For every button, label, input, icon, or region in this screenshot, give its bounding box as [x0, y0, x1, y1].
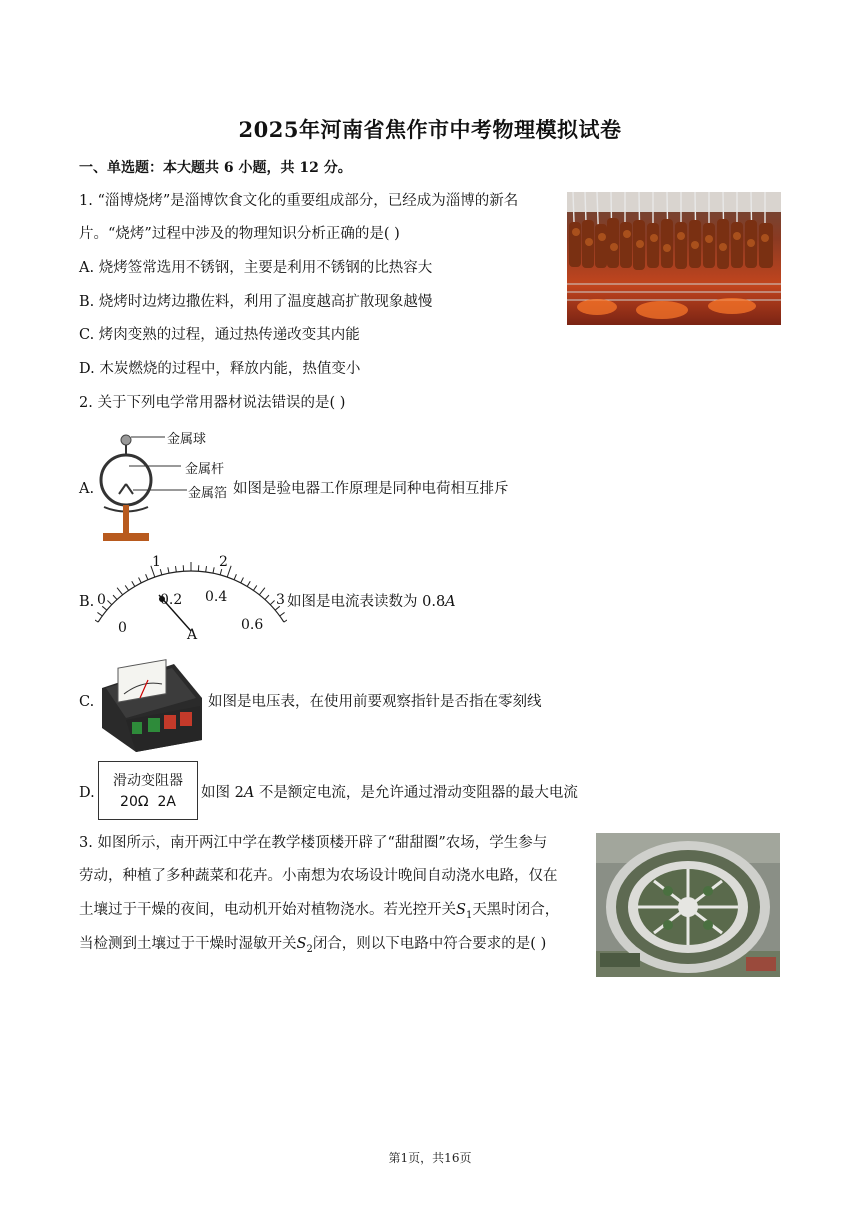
ammeter-tick — [160, 569, 162, 575]
ammeter-tick — [113, 595, 117, 599]
bbq-photo — [567, 192, 781, 325]
rheostat-label-line1: 滑动变阻器 — [113, 773, 183, 789]
q3-line1: 3. 如图所示，南开两江中学在教学楼顶楼开辟了“甜甜圈”农场，学生参与 — [79, 835, 548, 851]
ammeter-tick — [280, 612, 285, 616]
electroscope-label-foil: 金属箔 — [188, 486, 228, 501]
ammeter-tick — [220, 569, 222, 575]
ammeter-top-label-1: 1 — [152, 554, 161, 570]
q1-option-d: D. 木炭燃烧的过程中，释放内能，热值变小 — [79, 361, 361, 377]
ammeter-top-label-3: 3 — [276, 592, 285, 608]
q2-option-d-letter: D. — [79, 785, 95, 801]
q3-line2: 劳动，种植了多种蔬菜和花卉。小南想为农场设计晚间自动浇水电路，仅在 — [79, 868, 558, 884]
ammeter-tick — [265, 595, 269, 599]
ammeter-tick — [146, 574, 148, 580]
ammeter-tick — [175, 566, 176, 572]
ammeter-top-label-2: 2 — [219, 554, 228, 570]
q3-line3: 土壤过于干燥的夜间，电动机开始对植物浇水。若光控开关$S_1$天黑时闭合， — [79, 902, 560, 921]
ammeter-bottom-label-1: 0.2 — [160, 592, 183, 608]
ammeter-unit-label: A — [187, 627, 198, 643]
q2-option-d-text: 如图 2A 不是额定电流，是允许通过滑动变阻器的最大电流 — [201, 785, 578, 801]
ammeter-bottom-label-2: 0.4 — [205, 589, 228, 605]
q2-option-b-letter: B. — [79, 594, 95, 610]
q1-stem-line2: 片。“烧烤”过程中涉及的物理知识分析正确的是( ) — [79, 226, 400, 242]
q1-stem-line1: 1. “淄博烧烤”是淄博饮食文化的重要组成部分，已经成为淄博的新名 — [79, 193, 519, 209]
ammeter-tick — [241, 578, 244, 583]
rheostat-label-line2: 20Ω 2A — [120, 794, 176, 810]
ammeter-tick — [253, 585, 256, 590]
ammeter-tick — [107, 601, 111, 605]
rheostat-nameplate — [98, 761, 198, 820]
ammeter-tick — [132, 581, 135, 586]
ammeter-tick — [117, 588, 123, 595]
ammeter-tick — [206, 566, 207, 572]
q2-option-c-letter: C. — [79, 694, 95, 710]
q1-option-a: A. 烧烤签常选用不锈钢，主要是利用不锈钢的比热容大 — [79, 260, 433, 276]
page-footer: 第1页，共16页 — [388, 1151, 472, 1165]
ammeter-tick — [168, 567, 169, 573]
page-title: 2025年河南省焦作市中考物理模拟试卷 — [238, 117, 622, 142]
ammeter-bottom-label-3: 0.6 — [241, 617, 264, 633]
q1-option-c: C. 烤肉变熟的过程，通过热传递改变其内能 — [79, 327, 360, 343]
ammeter-tick — [95, 616, 98, 622]
q2-option-a-text: 如图是验电器工作原理是同种电荷相互排斥 — [233, 481, 509, 497]
ammeter-tick — [97, 612, 102, 616]
ammeter-tick — [125, 585, 128, 590]
ammeter-tick — [247, 581, 250, 586]
q2-option-a-letter: A. — [79, 481, 95, 497]
ammeter-arc — [98, 571, 284, 622]
ammeter-bottom-label-0: 0 — [118, 620, 127, 636]
q2-option-c-text: 如图是电压表，在使用前要观察指针是否指在零刻线 — [208, 694, 542, 710]
ammeter-tick — [270, 601, 274, 605]
q2-stem: 2. 关于下列电学常用器材说法错误的是( ) — [79, 395, 346, 411]
donut-farm-aerial-photo — [596, 833, 780, 977]
ammeter-tick — [284, 616, 287, 622]
section-heading: 一、单选题：本大题共 6 小题，共 12 分。 — [79, 160, 352, 176]
ammeter-top-label-0: 0 — [97, 592, 106, 608]
ammeter-tick — [139, 578, 142, 583]
voltmeter-photo — [96, 658, 208, 754]
electroscope-label-ball: 金属球 — [167, 432, 207, 447]
q1-option-b: B. 烧烤时边烤边撒佐料，利用了温度越高扩散现象越慢 — [79, 294, 433, 310]
q2-option-b-text: 如图是电流表读数为 0.8A — [287, 594, 456, 610]
ammeter-tick — [259, 588, 265, 595]
q3-line4: 当检测到土壤过于干燥时湿敏开关$S_2$闭合，则以下电路中符合要求的是( ) — [79, 936, 547, 955]
ammeter-tick — [213, 567, 214, 573]
ammeter-tick — [234, 574, 236, 580]
electroscope-label-rod: 金属杆 — [185, 462, 225, 477]
